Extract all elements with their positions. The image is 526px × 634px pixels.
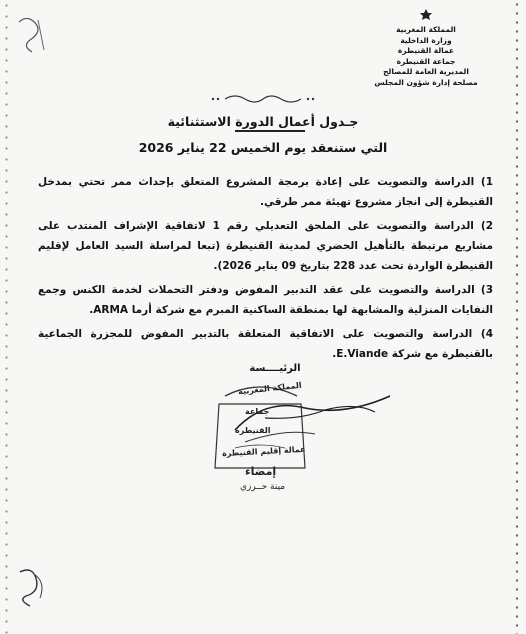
signatory-name: مينة حــرزي (240, 482, 286, 492)
agenda-item-text: الدراسة والتصويت على الاتفاقية المتعلقة بالتدبير المفوض للمجزرة الجماعية بالقنيطرة مع شركة E.Viande. (38, 328, 493, 360)
header-line: المديرية العامة للمصالح (383, 67, 469, 76)
agenda-item (38, 216, 493, 276)
document-subtitle: التي ستنعقد يوم الخميس 22 يناير 2026 (138, 140, 388, 155)
agenda-item-text: الدراسة والتصويت على الملحق التعديلي رقم 1 لاتفاقية الإشراف المنتدب على مشاريع مرتبطة بالتأهيل الحضري لمدينة القنيطرة (تبعا لمراسلة السيد العامل لإقليم القنيطرة الواردة تحت عدد 228 بتاريخ 09 يناير 2026). (38, 220, 493, 272)
stamp-text: المملكة المغربية (237, 380, 303, 397)
agenda-item (38, 324, 493, 364)
agenda-item-number: 4) (480, 328, 494, 340)
administrative-header (366, 8, 486, 88)
document-title: جـدول أعمال الدورة الاستثنائية (167, 114, 359, 129)
stamp-text: القنيطرة (235, 426, 271, 435)
header-line: عمالة القنيطرة (397, 46, 455, 55)
royal-emblem-icon (417, 8, 435, 24)
agenda-item-number: 1) (480, 176, 494, 188)
agenda-item-text: الدراسة والتصويت على عقد التدبير المفوض ودفتر التحملات لخدمة الكنس وجمع النفايات المنزلية والمشابهة لها بمنطقة الساكنية المبرم مع شركة أرما ARMA. (38, 284, 493, 316)
agenda-list (38, 172, 493, 368)
handwritten-initials-icon (12, 562, 52, 612)
handwritten-signature-icon (205, 390, 405, 450)
signatory-title: الرئيــــسة (249, 363, 301, 374)
title-underline (235, 130, 305, 132)
stamp-text: عمالة إقليم القنيطرة (221, 444, 306, 459)
header-line: جماعة القنيطرة (396, 56, 456, 66)
header-line: مصلحة إدارة شؤون المجلس (374, 77, 478, 87)
handwritten-mark-icon (14, 12, 62, 60)
agenda-item-text: الدراسة والتصويت على إعادة برمجة المشروع المتعلق بإحداث ممر تحتي بمدخل القنيطرة إلى انجاز مشروع تهيئة ممر طرقي. (38, 176, 493, 208)
header-line: وزارة الداخلية (400, 35, 452, 45)
header-line: المملكة المغربية (396, 25, 456, 34)
stamp-text: جماعة (245, 407, 270, 416)
agenda-item (38, 280, 493, 320)
agenda-item-number: 3) (480, 284, 494, 296)
agenda-item (38, 172, 493, 212)
agenda-item-number: 2) (480, 220, 493, 232)
stamp-text: إمضاء (245, 465, 277, 478)
decorative-ornament-icon (0, 92, 526, 106)
